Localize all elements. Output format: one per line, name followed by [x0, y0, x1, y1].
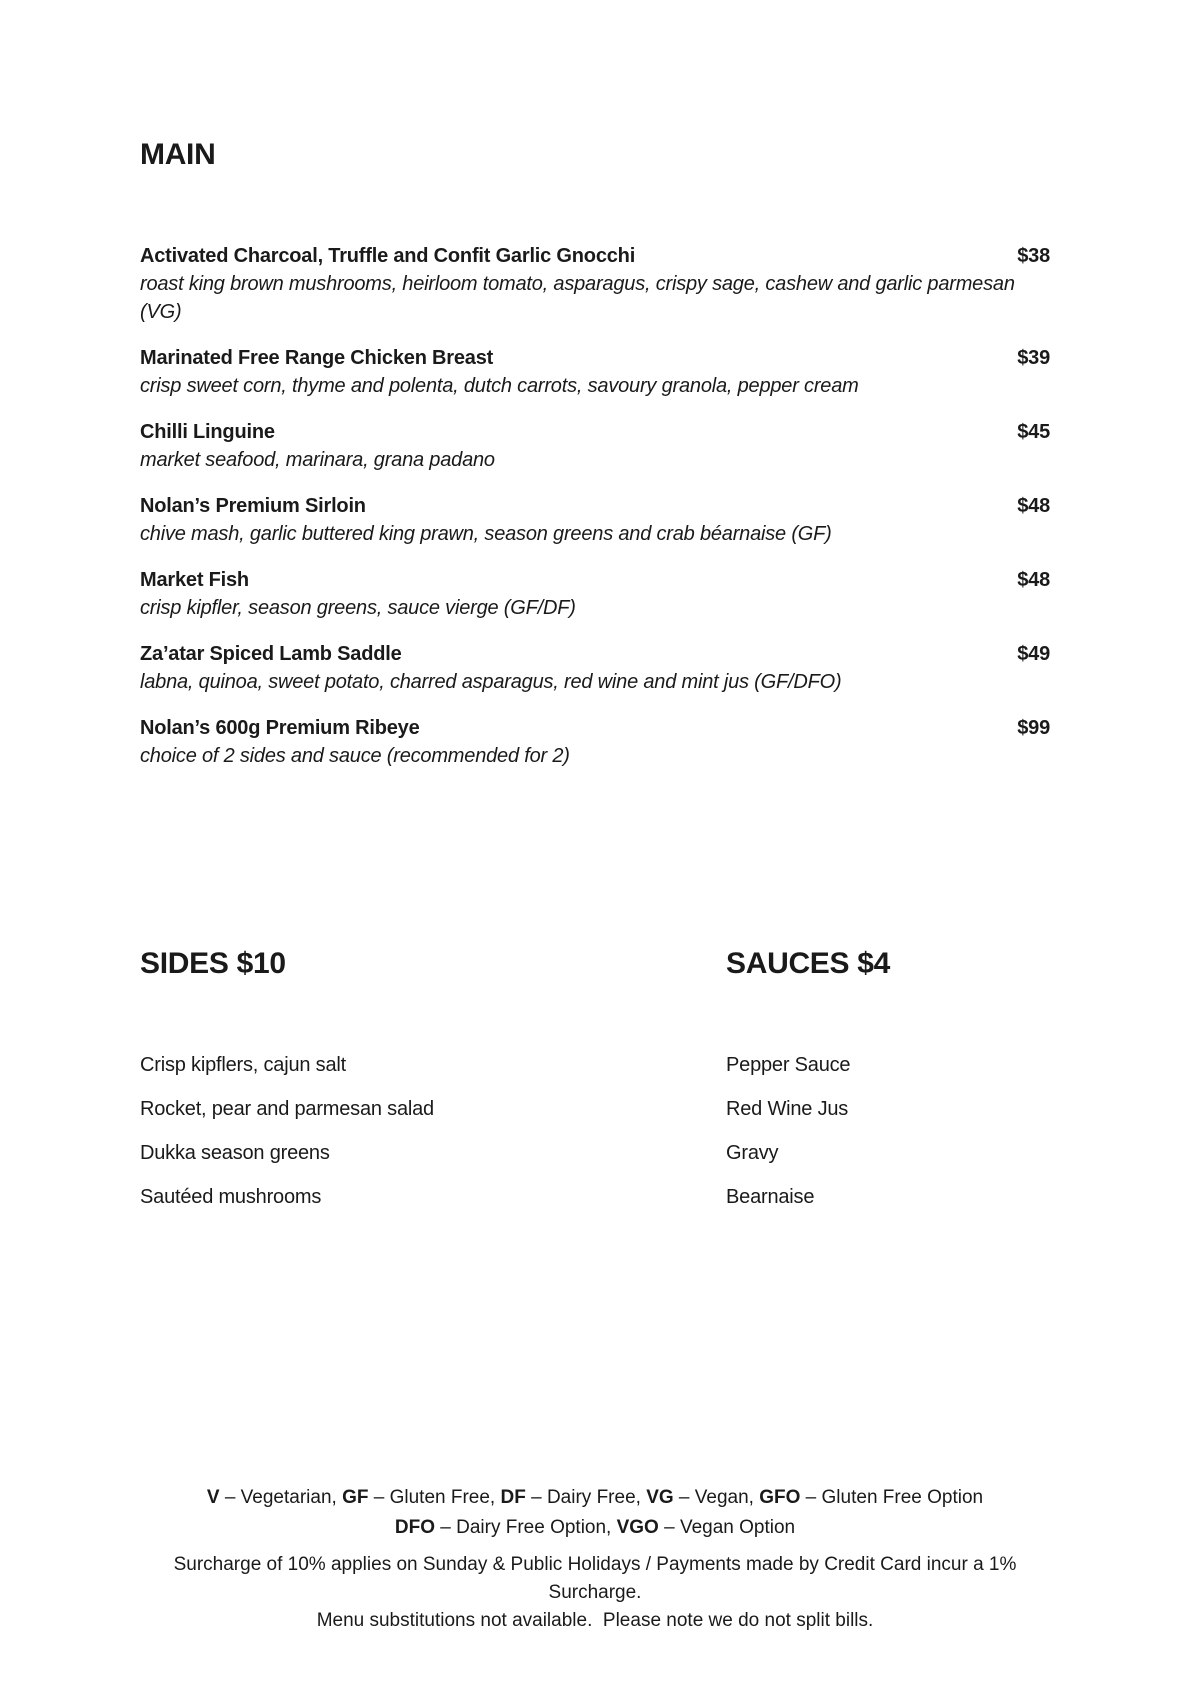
- dish-name: Marinated Free Range Chicken Breast: [140, 347, 494, 369]
- dish-name: Activated Charcoal, Truffle and Confit Garlic Gnocchi: [140, 245, 636, 267]
- sauce-item: Bearnaise: [726, 1186, 815, 1208]
- surcharge-note: Surcharge of 10% applies on Sunday & Public Holidays / Payments made by Credit Card incur a 1% Surcharge.: [173, 1554, 1017, 1603]
- dish-name: Za’atar Spiced Lamb Saddle: [140, 643, 402, 665]
- side-item: Crisp kipflers, cajun salt: [140, 1054, 346, 1076]
- legend-text: – Gluten Free,: [368, 1487, 501, 1508]
- menu-item-head: [140, 640, 1050, 668]
- legend-text: – Vegan,: [673, 1487, 760, 1508]
- dish-price: $45: [1017, 421, 1050, 443]
- menu-item-head: [140, 418, 1050, 446]
- legend-abbr: VGO: [616, 1517, 659, 1538]
- legend-abbr: DF: [500, 1487, 526, 1508]
- menu-item-gnocchi: [140, 242, 1050, 326]
- sauces-heading: SAUCES $4: [726, 947, 891, 980]
- substitutions-note: Menu substitutions not available. Please note we do not split bills.: [316, 1610, 874, 1631]
- menu-item-chicken: [140, 344, 1050, 400]
- main-section-heading: MAIN: [140, 138, 216, 171]
- dish-description: choice of 2 sides and sauce (recommended for 2): [140, 745, 570, 767]
- menu-item-ribeye: [140, 714, 1050, 770]
- dish-price: $38: [1017, 245, 1050, 267]
- side-item: Rocket, pear and parmesan salad: [140, 1098, 434, 1120]
- dish-description: roast king brown mushrooms, heirloom tomato, asparagus, crispy sage, cashew and garlic parmesan (VG): [140, 273, 1015, 323]
- menu-item-sirloin: [140, 492, 1050, 548]
- dish-description: labna, quinoa, sweet potato, charred asparagus, red wine and mint jus (GF/DFO): [140, 671, 842, 693]
- sides-column: [140, 947, 726, 1228]
- menu-item-head: [140, 566, 1050, 594]
- dish-description: crisp kipfler, season greens, sauce vierge (GF/DF): [140, 597, 576, 619]
- dish-description: crisp sweet corn, thyme and polenta, dutch carrots, savoury granola, pepper cream: [140, 375, 859, 397]
- menu-item-head: [140, 492, 1050, 520]
- legend-text: – Vegan Option: [658, 1517, 796, 1538]
- legend-text: – Gluten Free Option: [800, 1487, 984, 1508]
- dish-name: Nolan’s Premium Sirloin: [140, 495, 366, 517]
- legend-abbr: V: [206, 1487, 220, 1508]
- dish-price: $49: [1017, 643, 1050, 665]
- dish-price: $48: [1017, 569, 1050, 591]
- menu-item-head: [140, 344, 1050, 372]
- dish-name: Chilli Linguine: [140, 421, 275, 443]
- sides-heading: SIDES $10: [140, 947, 286, 980]
- legend-abbr: DFO: [394, 1517, 435, 1538]
- menu-item-linguine: [140, 418, 1050, 474]
- legend-text: – Dairy Free,: [525, 1487, 647, 1508]
- menu-item-head: [140, 242, 1050, 270]
- menu-item-market-fish: [140, 566, 1050, 622]
- menu-item-head: [140, 714, 1050, 742]
- side-item: Sautéed mushrooms: [140, 1186, 322, 1208]
- dish-description: market seafood, marinara, grana padano: [140, 449, 495, 471]
- sauce-item: Gravy: [726, 1142, 779, 1164]
- sauce-item: Pepper Sauce: [726, 1054, 851, 1076]
- dish-description: chive mash, garlic buttered king prawn, season greens and crab béarnaise (GF): [140, 523, 832, 545]
- sides-sauces-section: [140, 947, 1050, 1228]
- dietary-legend-line1: [140, 1483, 1050, 1513]
- dish-name: Market Fish: [140, 569, 249, 591]
- legend-text: – Vegetarian,: [219, 1487, 343, 1508]
- sauce-item: Red Wine Jus: [726, 1098, 849, 1120]
- legend-abbr: GFO: [759, 1487, 801, 1508]
- dish-name: Nolan’s 600g Premium Ribeye: [140, 717, 420, 739]
- main-items-list: [140, 242, 1050, 770]
- dietary-legend-line2: [140, 1513, 1050, 1543]
- dish-price: $39: [1017, 347, 1050, 369]
- legend-abbr: GF: [342, 1487, 369, 1508]
- side-item: Dukka season greens: [140, 1142, 330, 1164]
- dish-price: $48: [1017, 495, 1050, 517]
- footer: [140, 1483, 1050, 1635]
- legend-text: – Dairy Free Option,: [434, 1517, 617, 1538]
- sauces-column: [726, 947, 1050, 1228]
- menu-item-lamb-saddle: [140, 640, 1050, 696]
- dish-price: $99: [1017, 717, 1050, 739]
- legend-abbr: VG: [646, 1487, 674, 1508]
